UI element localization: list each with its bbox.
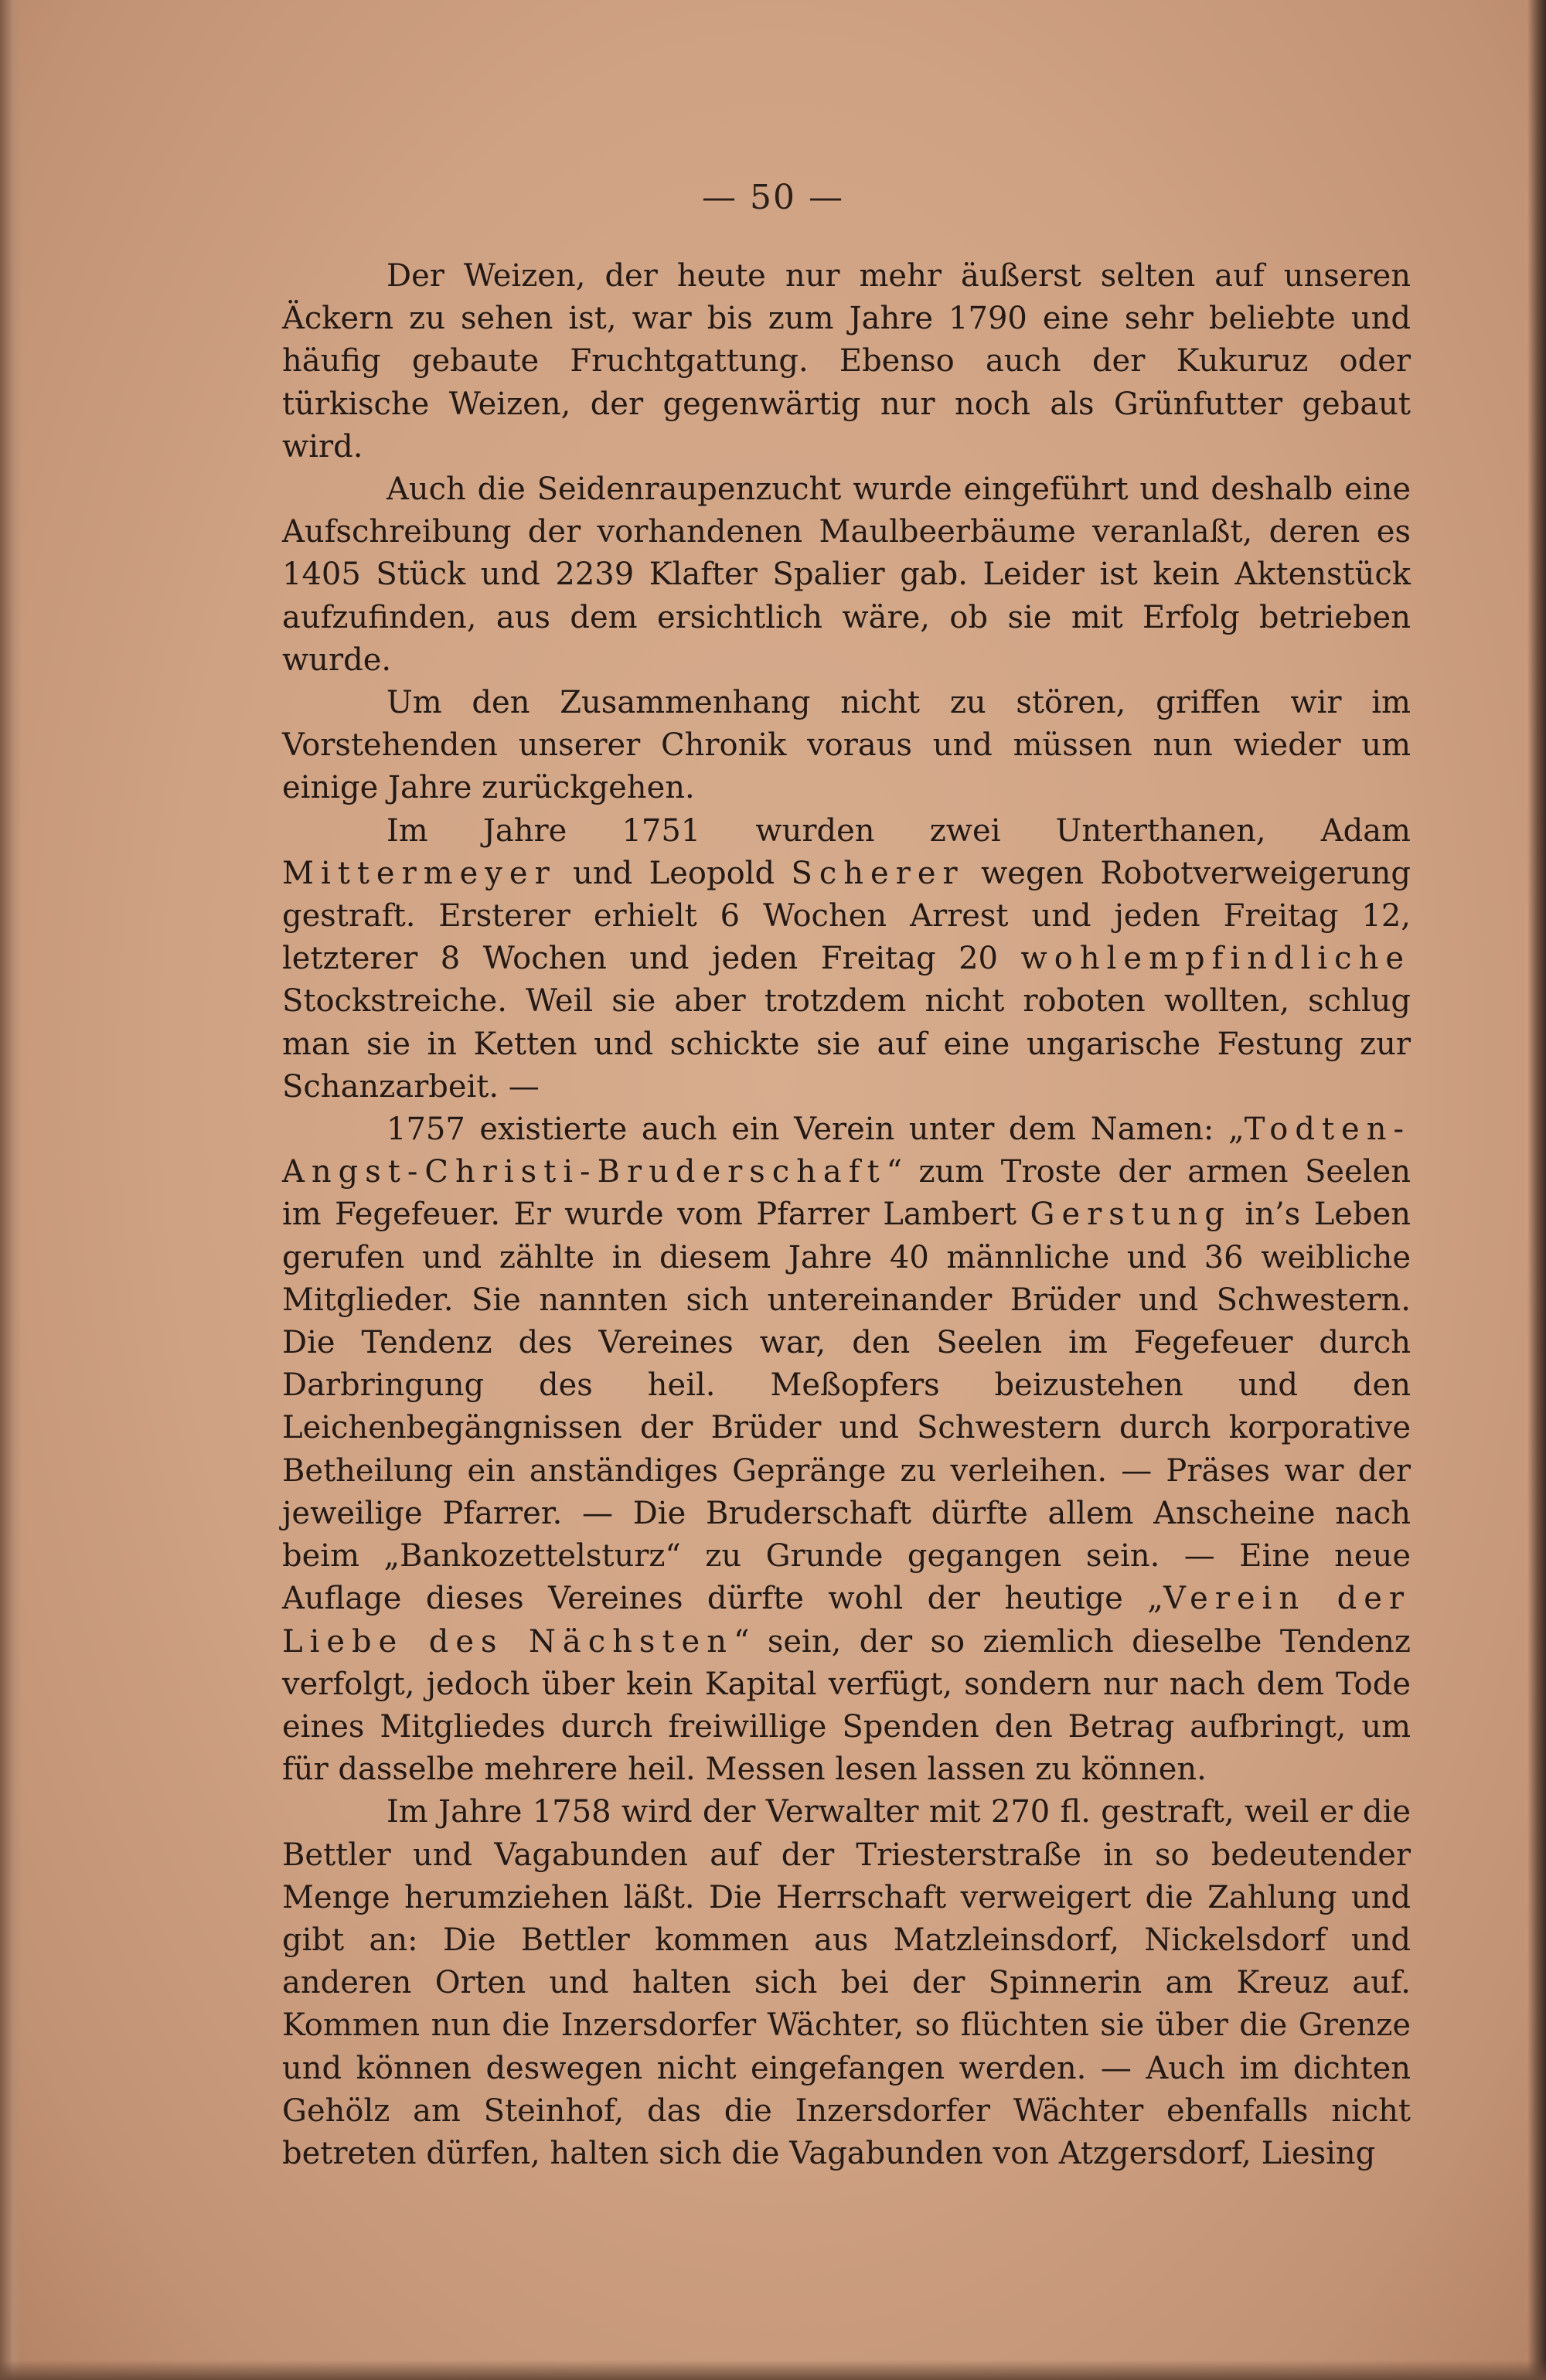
text-segment: 1757 existierte auch ein Verein unter dem Namen: „ xyxy=(386,1112,1245,1148)
text-segment: und Leopold xyxy=(556,855,792,891)
page-edge-left xyxy=(0,0,22,2380)
emphasized-text: Scherer xyxy=(791,855,965,891)
paragraph xyxy=(282,682,1411,810)
text-segment: Um den Zusammenhang nicht zu stören, griffen wir im Vorstehenden unserer Chronik voraus und müssen nun wieder um einige Jahre zurückgehen. xyxy=(282,685,1411,806)
paragraph xyxy=(282,810,1411,1108)
text-segment: Auch die Seidenraupenzucht wurde eingeführt und deshalb eine Aufschreibung der vorhandenen Maulbeerbäume veranlaßt, deren es 1405 Stück und 2239 Klafter Spalier gab. Leider ist kein Aktenstück aufzufinden, aus dem ersichtlich wäre, ob sie mit Erfolg betrieben wurde. xyxy=(282,472,1411,678)
text-segment: “ sein, der so ziemlich dieselbe Tendenz verfolgt, jedoch über kein Kapital verfügt, sondern nur nach dem Tode eines Mitgliedes durch freiwillige Spenden den Betrag aufbringt, um für dasselbe mehrere heil. Messen lesen lassen zu können. xyxy=(282,1623,1411,1788)
emphasized-text: Gerstung xyxy=(1030,1197,1232,1233)
paragraph xyxy=(282,255,1411,468)
text-segment: Im Jahre 1751 wurden zwei Unterthanen, Adam xyxy=(386,812,1411,849)
emphasized-text: Verein der Liebe des Nächsten xyxy=(282,1581,1411,1660)
paragraph xyxy=(282,1108,1411,1791)
page-edge-right xyxy=(1527,0,1546,2380)
text-segment: “ zum Troste der armen Seelen im Fegefeuer. Er wurde vom Pfarrer Lambert xyxy=(282,1154,1411,1233)
emphasized-text: Todten-Angst-Christi-Bruderschaft xyxy=(282,1112,1411,1190)
text-segment: Im Jahre 1758 wird der Verwalter mit 270 fl. gestraft, weil er die Bettler und Vagabunden auf der Triesterstraße in so bedeutender Menge herumziehen läßt. Die Herrschaft verweigert die Zahlung und gibt an: Die Bettler kommen aus Matzleinsdorf, Nickelsdorf und anderen Orten und halten sich bei der Spinnerin am Kreuz auf. Kommen nun die Inzersdorfer Wächter, so flüchten sie über die Grenze und können deswegen nicht eingefangen werden. — Auch im dichten Gehölz am Steinhof, das die Inzersdorfer Wächter ebenfalls nicht betreten dürfen, halten sich die Vagabunden von Atzgersdorf, Liesing xyxy=(282,1794,1411,2171)
emphasized-text: wohlempfindliche xyxy=(1020,941,1411,977)
text-segment: wegen Robotverweigerung gestraft. Ersterer erhielt 6 Wochen Arrest und jeden Freitag 12, letzterer 8 Wochen und jeden Freitag 20 xyxy=(282,855,1411,977)
text-segment: Stockstreiche. Weil sie aber trotzdem nicht roboten wollten, schlug man sie in Ketten und schickte sie auf eine ungarische Festung zur Schanzarbeit. — xyxy=(282,983,1411,1105)
body-text xyxy=(282,255,1411,2175)
text-segment: Der Weizen, der heute nur mehr äußerst selten auf unseren Äckern zu sehen ist, war bis zum Jahre 1790 eine sehr beliebte und häufig gebaute Fruchtgattung. Ebenso auch der Kukuruz oder türkische Weizen, der gegenwärtig nur noch als Grünfutter gebaut wird. xyxy=(282,258,1411,465)
page-edge-bottom xyxy=(0,2360,1546,2380)
text-segment: in’s Leben gerufen und zählte in diesem Jahre 40 männliche und 36 weibliche Mitglieder. Sie nannten sich untereinander Brüder und Schwestern. Die Tendenz des Vereines war, den Seelen im Fegefeuer durch Darbringung des heil. Meßopfers beizustehen und den Leichenbegängnissen der Brüder und Schwestern durch korporative Betheilung ein anständiges Gepränge zu verleihen. — Präses war der jeweilige Pfarrer. — Die Bruderschaft dürfte allem Anscheine nach beim „Bankozettelsturz“ zu Grunde gegangen sein. — Eine neue Auflage dieses Vereines dürfte wohl der heutige „ xyxy=(282,1197,1411,1617)
page-number: — 50 — xyxy=(702,178,844,217)
emphasized-text: Mittermeyer xyxy=(282,855,557,891)
paragraph xyxy=(282,1791,1411,2175)
paragraph xyxy=(282,468,1411,682)
